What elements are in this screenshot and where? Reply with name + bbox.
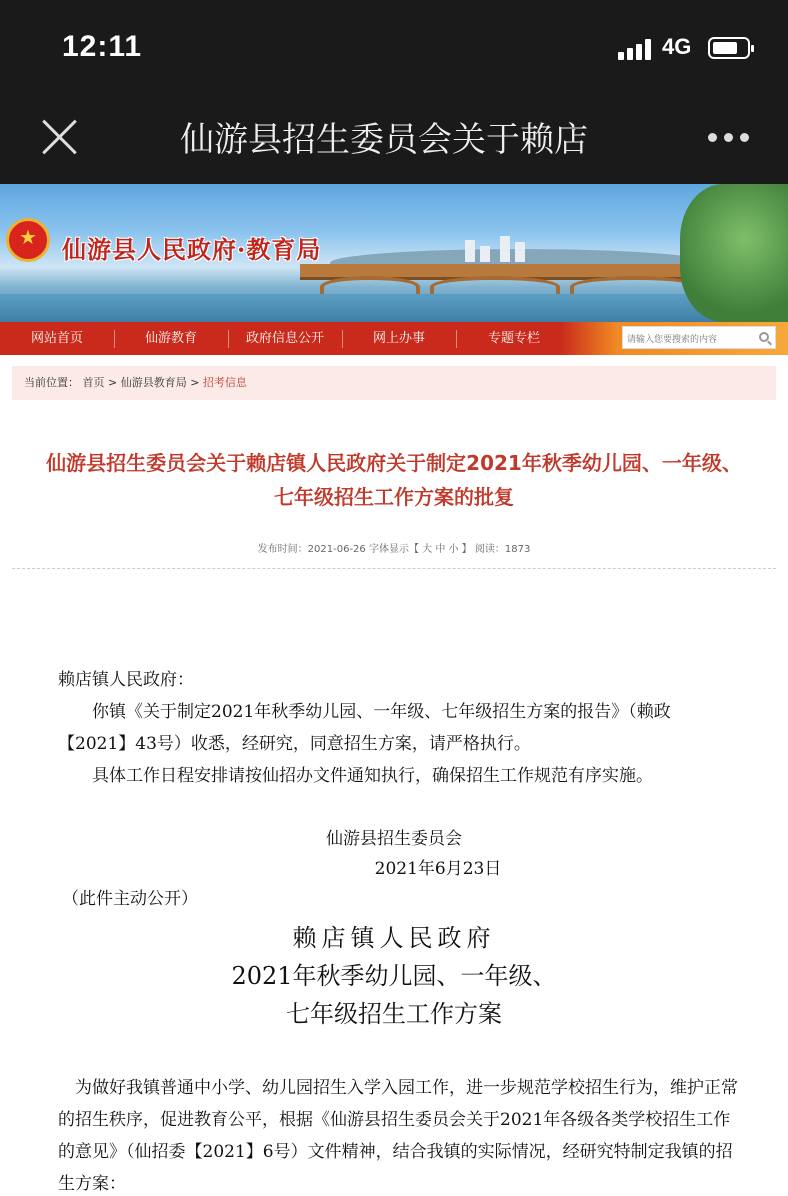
site-banner	[0, 184, 788, 322]
article-meta: 发布时间：2021-06-26 字体显示【 大 中 小 】 阅读：1873	[257, 544, 531, 555]
banner-building	[500, 236, 510, 262]
salutation: 赖店镇人民政府：	[58, 670, 194, 690]
site-title: 仙游县人民政府·教育局	[62, 235, 322, 264]
signal-icon	[618, 38, 654, 60]
document-title-line: 七年级招生工作方案	[286, 1000, 502, 1028]
site-search	[622, 326, 776, 349]
nav-item-home[interactable]: 网站首页	[30, 331, 83, 346]
search-icon[interactable]	[759, 332, 769, 342]
breadcrumb-path[interactable]: 首页 > 仙游县教育局 >	[82, 376, 203, 389]
breadcrumb-current[interactable]: 招考信息	[202, 376, 247, 389]
status-time: 12:11	[62, 30, 143, 63]
breadcrumb	[12, 366, 776, 400]
nav-item-education[interactable]: 仙游教育	[144, 331, 197, 346]
banner-building	[465, 240, 475, 262]
national-emblem-icon	[6, 218, 50, 262]
banner-building	[515, 242, 525, 262]
search-input[interactable]	[623, 330, 753, 351]
document-title-line: 赖店镇人民政府	[292, 924, 496, 952]
nav-item-online-services[interactable]: 网上办事	[372, 331, 425, 346]
close-icon[interactable]	[40, 118, 78, 156]
app-header	[0, 0, 788, 184]
signature-org: 仙游县招生委员会	[326, 829, 462, 849]
paragraph: 为做好我镇普通中小学、幼儿园招生入学入园工作，进一步规范学校招生行为，维护正常的招生秩序，促进教育公平，根据《仙游县招生委员会关于2021年各级各类学校招生工作的意见》（仙招委【2021】6号）文件精神，结合我镇的实际情况，经研究特制定我镇的招生方案：	[58, 1078, 738, 1194]
article-title: 仙游县招生委员会关于赖店镇人民政府关于制定2021年秋季幼儿园、一年级、七年级招生工作方案的批复	[46, 451, 742, 509]
banner-trees	[680, 184, 788, 322]
more-options-icon[interactable]	[708, 130, 750, 144]
divider	[12, 568, 776, 569]
page-title: 仙游县招生委员会关于赖店	[180, 120, 588, 160]
document-title-line: 2021年秋季幼儿园、一年级、	[231, 962, 557, 990]
banner-building	[480, 246, 490, 262]
battery-icon	[708, 37, 750, 59]
nav-item-gov-info[interactable]: 政府信息公开	[245, 331, 324, 346]
battery-level	[713, 42, 737, 54]
signature-date: 2021年6月23日	[374, 859, 502, 879]
breadcrumb-prefix: 当前位置：	[24, 376, 79, 389]
nav-item-special-topics[interactable]: 专题专栏	[487, 331, 540, 346]
public-note: （此件主动公开）	[62, 889, 198, 909]
network-type: 4G	[662, 34, 692, 59]
banner-water	[0, 294, 788, 322]
paragraph: 具体工作日程安排请按仙招办文件通知执行，确保招生工作规范有序实施。	[58, 766, 653, 786]
paragraph: 你镇《关于制定2021年秋季幼儿园、一年级、七年级招生方案的报告》（赖政【2021】43号）收悉，经研究，同意招生方案，请严格执行。	[58, 702, 671, 754]
